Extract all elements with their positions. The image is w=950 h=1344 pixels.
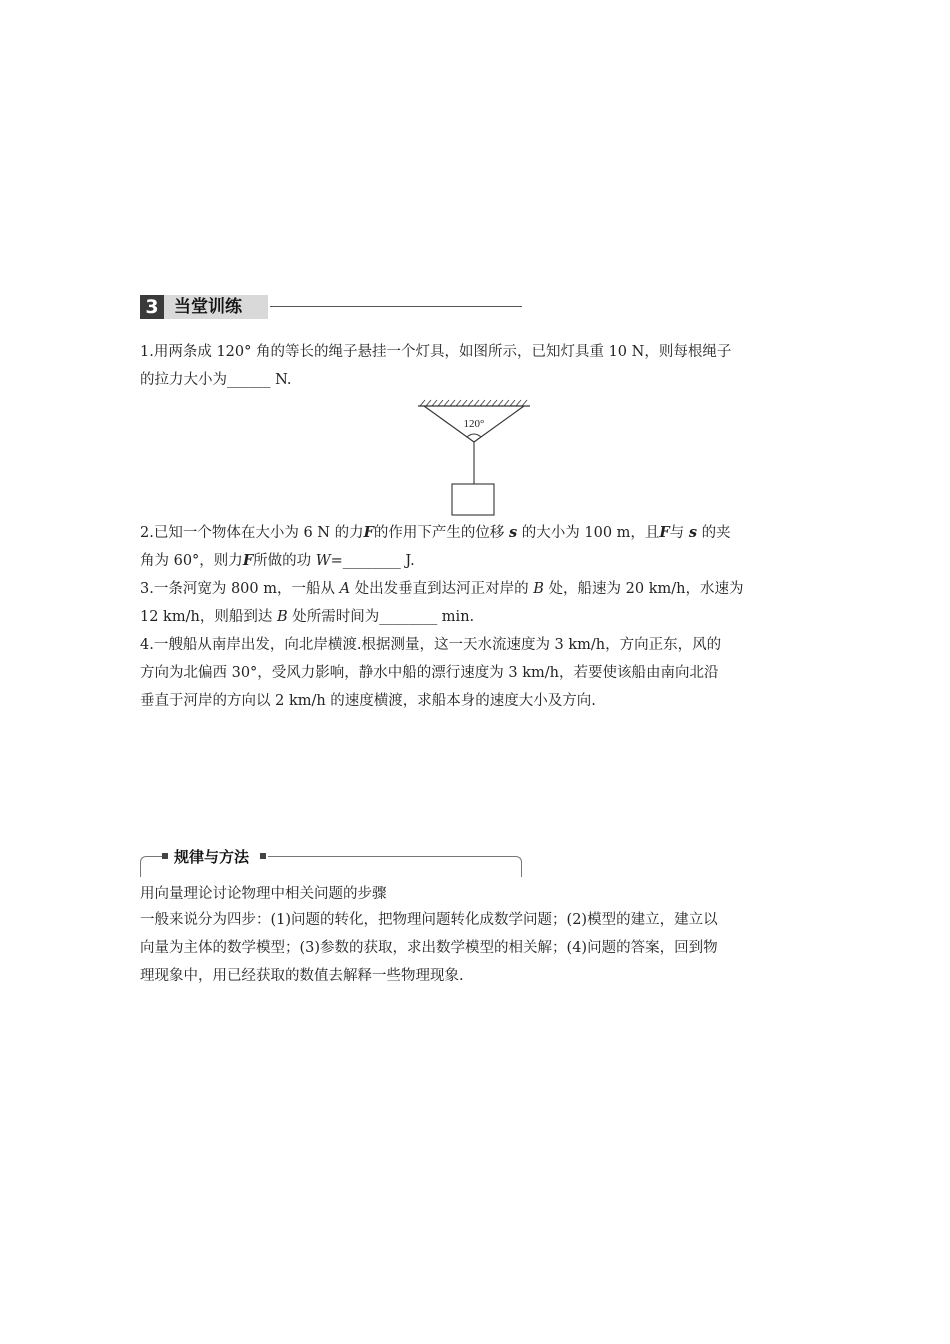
method-body-line-1: 一般来说分为四步：(1)问题的转化，把物理问题转化成数学问题；(2)模型的建立，建立以 <box>140 912 718 928</box>
method-body-line-3: 理现象中，用已经获取的数值去解释一些物理现象. <box>140 968 464 984</box>
section-title: 当堂训练 <box>174 297 242 317</box>
method-bullet-right <box>260 853 266 859</box>
method-frame-left <box>140 856 149 877</box>
ceiling-hatch <box>420 400 527 406</box>
hanging-lamp-figure <box>416 396 532 518</box>
question-4-line-2: 方向为北偏西 30°，受风力影响，静水中船的漂行速度为 3 km/h，若要使该船由南向北沿 <box>140 665 719 681</box>
angle-arc <box>467 434 481 437</box>
method-box-header <box>140 850 522 876</box>
question-4-line-1: 4.一艘船从南岸出发，向北岸横渡.根据测量，这一天水流速度为 3 km/h，方向正东，风的 <box>140 637 722 653</box>
method-body-line-2: 向量为主体的数学模型；(3)参数的获取，求出数学模型的相关解；(4)问题的答案，回到物 <box>140 940 718 956</box>
question-1-line-1: 1.用两条成 120° 角的等长的绳子悬挂一个灯具，如图所示，已知灯具重 10 N，则每根绳子 <box>140 344 732 360</box>
method-frame-right <box>513 856 522 877</box>
question-3 <box>140 575 820 631</box>
lamp-box <box>452 484 494 515</box>
question-4 <box>140 631 820 715</box>
method-rule-right <box>268 856 514 857</box>
angle-label: 120° <box>463 418 485 430</box>
question-2 <box>140 519 820 575</box>
question-3-line-1: 3.一条河宽为 800 m，一船从 A 处出发垂直到达河正对岸的 B 处，船速为 20 km/h，水速为 <box>140 581 744 597</box>
method-rule-left <box>148 856 162 857</box>
question-4-line-3: 垂直于河岸的方向以 2 km/h 的速度横渡，求船本身的速度大小及方向. <box>140 693 596 709</box>
question-2-line-2: 角为 60°，则力F所做的功 W=________ J. <box>140 552 415 569</box>
section-divider <box>270 306 522 307</box>
method-bullet-left <box>162 853 168 859</box>
question-2-line-1: 2.已知一个物体在大小为 6 N 的力F的作用下产生的位移 s 的大小为 100 m，且F与 s 的夹 <box>140 524 731 541</box>
question-1-line-2: 的拉力大小为______ N. <box>140 372 292 388</box>
question-1 <box>140 338 820 394</box>
method-body <box>140 906 820 990</box>
method-heading: 用向量理论讨论物理中相关问题的步骤 <box>140 886 387 902</box>
section-number: 3 <box>140 295 164 319</box>
section-header <box>140 295 522 321</box>
method-title: 规律与方法 <box>174 848 250 866</box>
question-3-line-2: 12 km/h，则船到达 B 处所需时间为________ min. <box>140 609 475 625</box>
